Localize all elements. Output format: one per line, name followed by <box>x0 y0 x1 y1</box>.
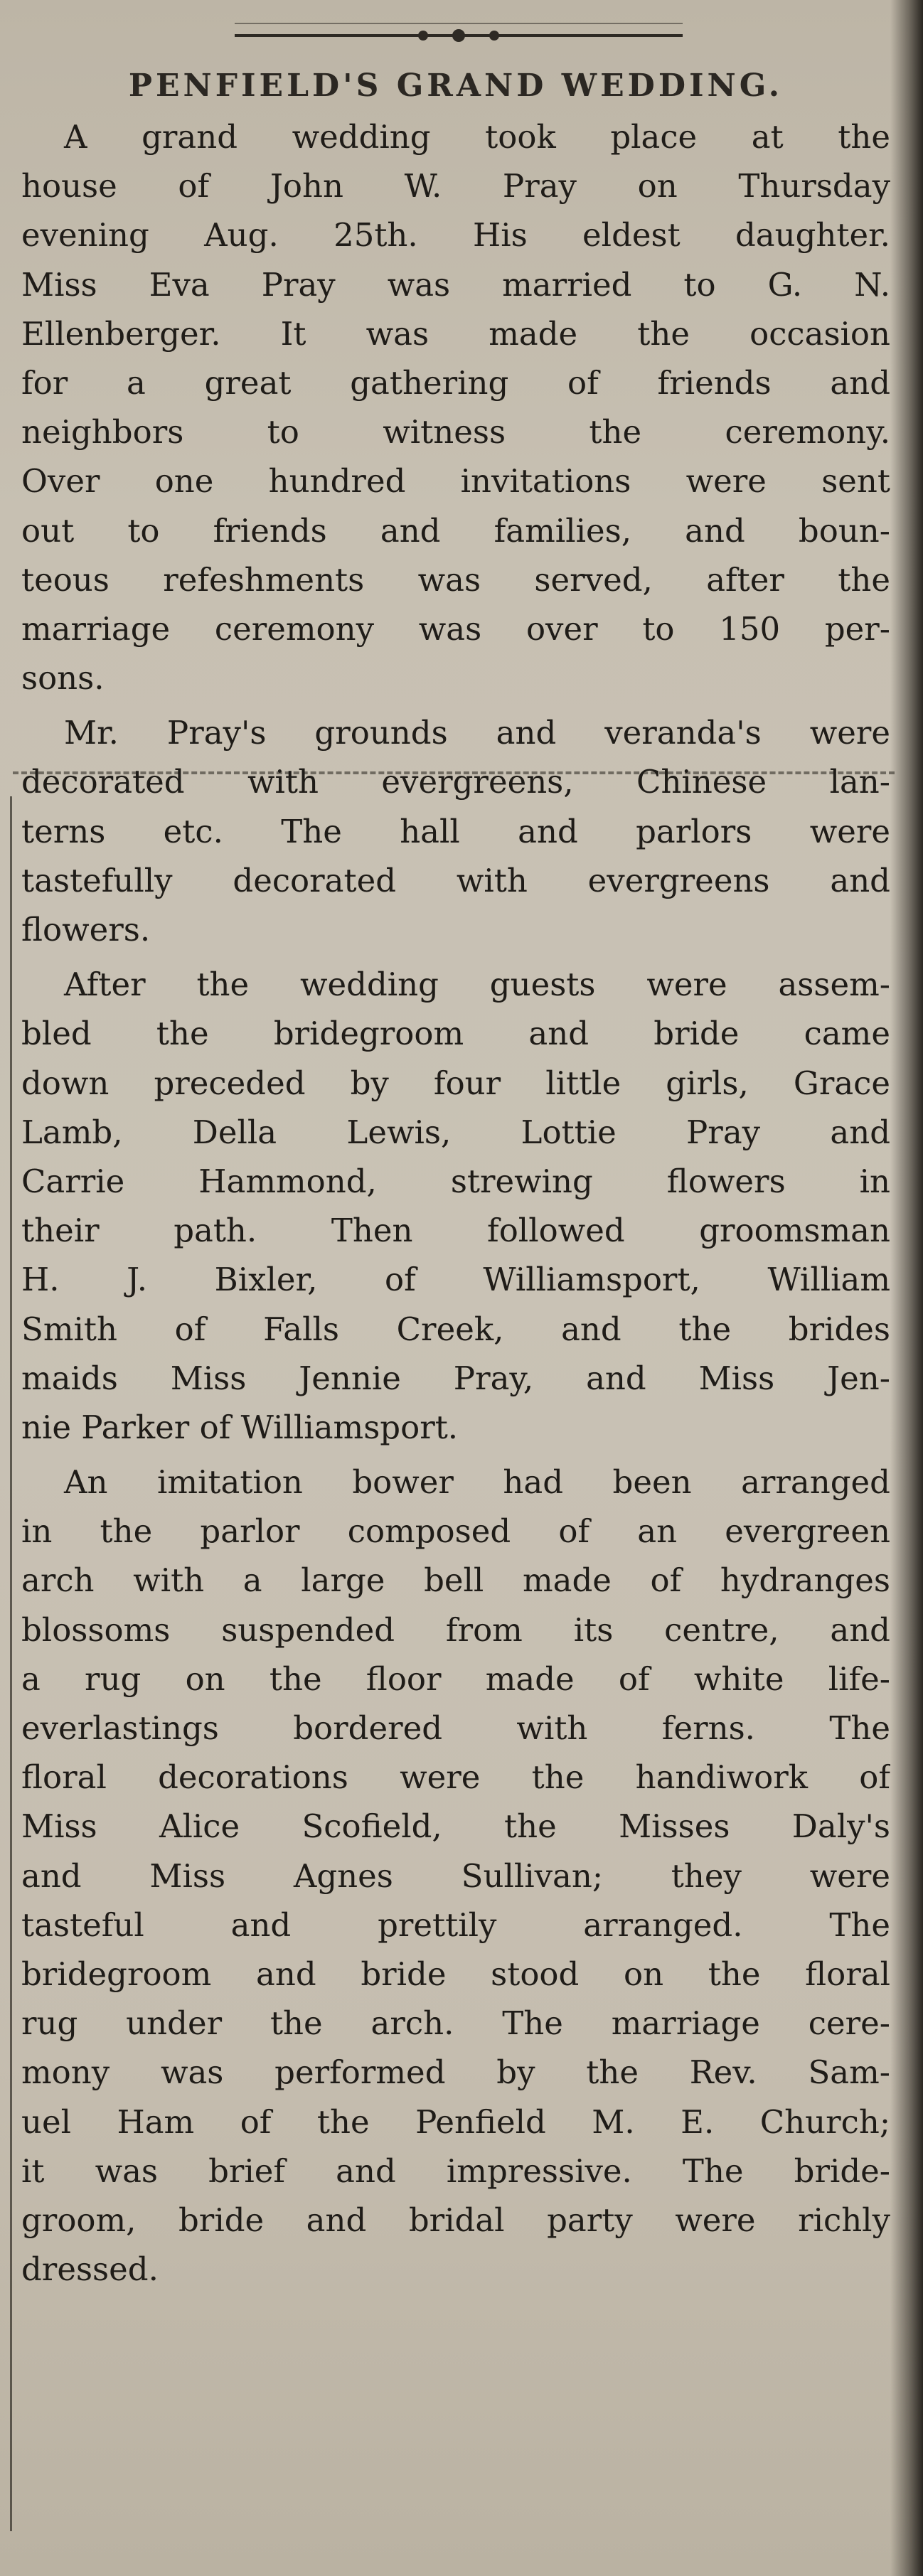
headline: PENFIELD'S GRAND WEDDING. <box>128 68 784 104</box>
text-line: nie Parker of Williamsport. <box>21 1408 459 1446</box>
text-line: flowers. <box>21 911 151 948</box>
text-line: mony was performed by the Rev. Sam- <box>21 2053 890 2092</box>
text-line: everlastings bordered with ferns. The <box>21 1709 890 1747</box>
text-line: floral decorations were the handiwork of <box>21 1758 890 1797</box>
text-line: their path. Then followed groomsman <box>21 1212 890 1250</box>
text-line: bridegroom and bride stood on the floral <box>21 1955 890 1993</box>
text-line: terns etc. The hall and parlors were <box>21 812 890 850</box>
text-line: blossoms suspended from its centre, and <box>21 1610 890 1649</box>
text-line: neighbors to witness the ceremony. <box>21 413 890 451</box>
paragraph <box>21 1458 890 2294</box>
text-line: out to friends and families, and boun- <box>21 511 890 550</box>
text-line: Over one hundred invitations were sent <box>21 462 890 501</box>
text-line: tastefully decorated with evergreens and <box>21 861 890 899</box>
column-rule <box>10 796 12 2531</box>
text-line: in the parlor composed of an evergreen <box>21 1512 890 1551</box>
text-line: maids Miss Jennie Pray, and Miss Jen- <box>21 1359 890 1397</box>
text-line: Miss Eva Pray was married to G. N. <box>21 265 890 304</box>
text-line: arch with a large bell made of hydranges <box>21 1561 890 1600</box>
paragraph <box>21 708 890 954</box>
paragraph <box>21 112 890 702</box>
text-line: evening Aug. 25th. His eldest daughter. <box>21 216 890 255</box>
text-line: dressed. <box>21 2250 159 2289</box>
text-line: groom, bride and bridal party were richly <box>21 2201 890 2239</box>
text-line: marriage ceremony was over to 150 per- <box>21 609 890 648</box>
text-line: Lamb, Della Lewis, Lottie Pray and <box>21 1113 890 1151</box>
text-line: for a great gathering of friends and <box>21 363 890 402</box>
text-line: A grand wedding took place at the <box>64 118 890 156</box>
text-line: it was brief and impressive. The bride- <box>21 2152 890 2190</box>
text-line: tasteful and prettily arranged. The <box>21 1906 890 1944</box>
text-line: Carrie Hammond, strewing flowers in <box>21 1162 890 1200</box>
page-shadow-edge <box>890 0 923 2576</box>
article-body <box>21 112 890 2294</box>
text-line: Ellenberger. It was made the occasion <box>21 314 890 353</box>
text-line: Smith of Falls Creek, and the brides <box>21 1310 890 1348</box>
text-line: sons. <box>21 659 105 698</box>
text-line: down preceded by four little girls, Grace <box>21 1064 890 1102</box>
text-line: bled the bridegroom and bride came <box>21 1015 890 1053</box>
text-line: Mr. Pray's grounds and veranda's were <box>64 714 890 752</box>
text-line: An imitation bower had been arranged <box>64 1463 890 1502</box>
article <box>21 63 890 2294</box>
paragraph <box>21 960 890 1452</box>
text-line: uel Ham of the Penfield M. E. Church; <box>21 2102 890 2141</box>
text-line: After the wedding guests were assem- <box>64 966 890 1004</box>
text-line: Miss Alice Scofield, the Misses Daly's <box>21 1807 890 1846</box>
text-line: house of John W. Pray on Thursday <box>21 167 890 205</box>
text-line: rug under the arch. The marriage cere- <box>21 2004 890 2043</box>
text-line: H. J. Bixler, of Williamsport, William <box>21 1261 890 1299</box>
text-line: decorated with evergreens, Chinese lan- <box>21 763 890 801</box>
text-line: and Miss Agnes Sullivan; they were <box>21 1856 890 1895</box>
text-line: teous refeshments was served, after the <box>21 560 890 599</box>
text-line: a rug on the floor made of white life- <box>21 1660 890 1698</box>
ornamental-rule <box>235 21 683 50</box>
